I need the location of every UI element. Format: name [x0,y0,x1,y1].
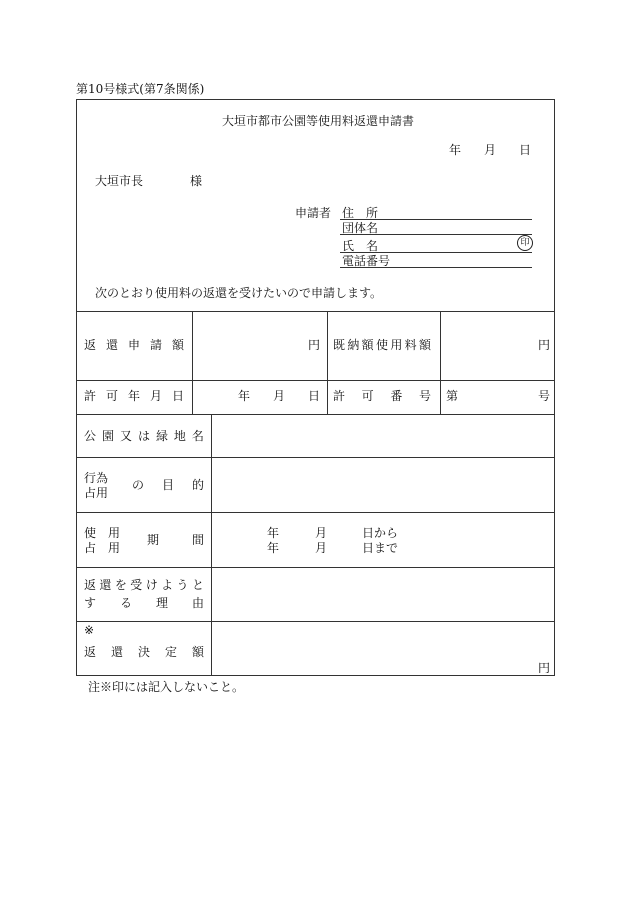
organization-label: 団体名 [342,221,379,235]
col-divider [327,311,328,414]
phone-line[interactable] [340,267,532,268]
address-label: 住 所 [342,206,379,220]
divider [77,512,554,513]
decision-mark: ※ [84,623,95,637]
paid-fee-unit: 円 [538,338,551,352]
name-label: 氏 名 [342,239,379,253]
permit-number-label: 許 可 番 号 [333,389,431,403]
permit-day: 日 [308,389,321,403]
permit-number-suffix: 号 [538,389,551,403]
permit-month: 月 [273,389,286,403]
reason-label-line1: 返 還 を 受 け よ う と [84,578,204,592]
purpose-bottom: 占用 [84,486,109,500]
to-month: 月 [315,541,328,555]
period-top: 使 用 [84,526,121,540]
period-label: 期 間 [147,533,204,547]
from-month: 月 [315,526,328,540]
form-title: 大垣市都市公園等使用料返還申請書 [222,114,415,128]
intro-text: 次のとおり使用料の返還を受けたいので申請します。 [95,286,383,300]
to-day: 日まで [362,541,399,555]
park-label: 公 園 又 は 緑 地 名 [84,429,204,443]
form-number: 第10号様式(第7条関係) [76,82,205,96]
addressee-honorific: 様 [190,174,203,188]
paid-fee-label: 既 納 額 使 用 料 額 [333,338,431,352]
date-day: 日 [519,143,532,157]
permit-year: 年 [238,389,251,403]
seal-mark: 印 [517,235,533,251]
date-year: 年 [449,143,462,157]
addressee-name: 大垣市長 [95,174,144,188]
from-day: 日から [362,526,399,540]
date-month: 月 [484,143,497,157]
refund-amount-unit: 円 [308,338,321,352]
purpose-top: 行為 [84,471,109,485]
divider [77,567,554,568]
permit-number-prefix: 第 [446,389,459,403]
divider [77,414,554,415]
decision-unit: 円 [538,661,551,675]
period-bottom: 占 用 [84,541,121,555]
to-year: 年 [267,541,280,555]
col-divider [440,311,441,414]
col-divider [192,311,193,414]
footnote: 注※印には記入しないこと。 [88,680,245,694]
divider [77,311,554,312]
divider [77,380,554,381]
phone-label: 電話番号 [342,254,391,268]
divider [77,621,554,622]
col-divider [211,414,212,675]
reason-label-line2: す る 理 由 [84,596,204,610]
from-year: 年 [267,526,280,540]
applicant-label: 申請者 [295,206,332,220]
divider [77,457,554,458]
address-line[interactable] [340,219,532,220]
name-line[interactable] [340,252,532,253]
organization-line[interactable] [340,234,532,235]
purpose-label: の 目 的 [132,478,204,492]
permit-date-label: 許 可 年 月 日 [84,389,184,403]
decision-label: 返 還 決 定 額 [84,645,204,659]
refund-amount-label: 返 還 申 請 額 [84,338,184,352]
